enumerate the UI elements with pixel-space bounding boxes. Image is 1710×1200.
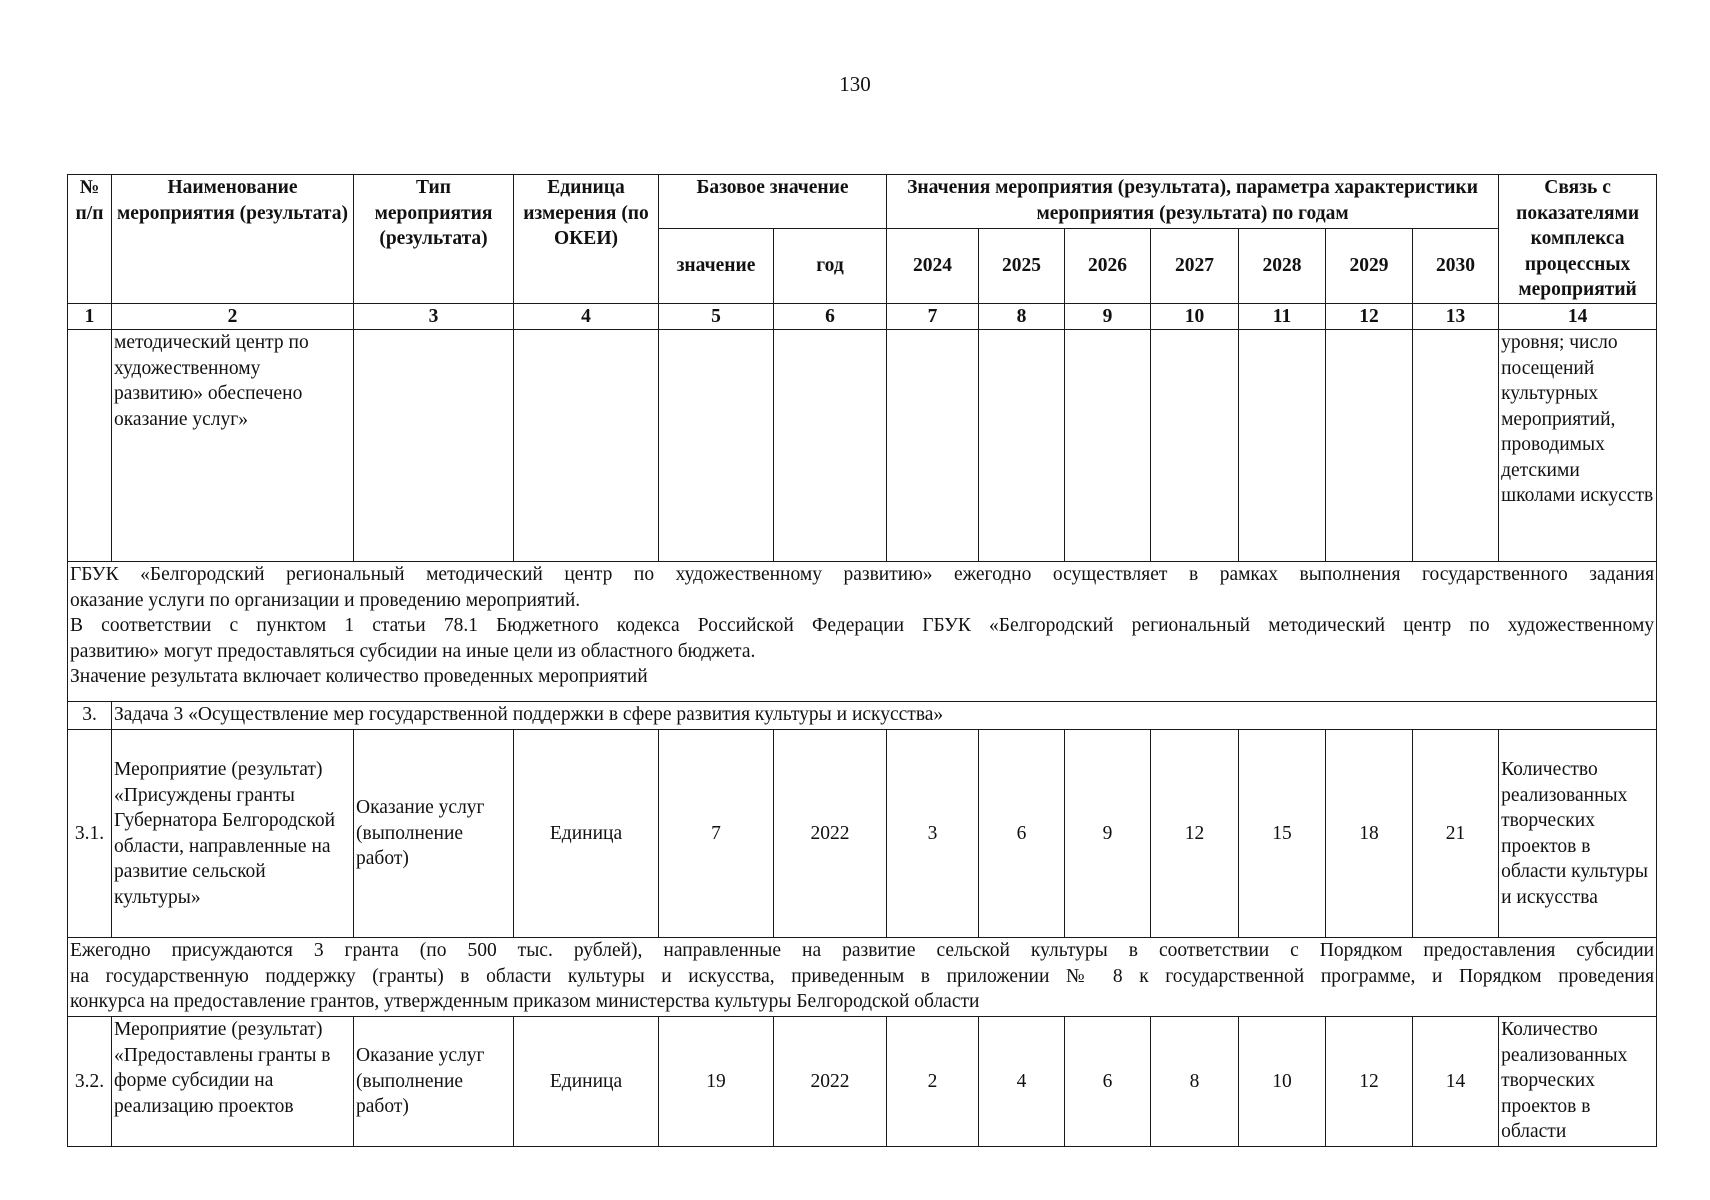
task-3-row <box>68 702 1657 730</box>
note-1-line: Значение результата включает количество проведенных мероприятий <box>70 666 648 687</box>
header-base-value: значение <box>659 228 774 303</box>
continued-link: уровня; число посещений культурных мероприятий, проводимых детскими школами искусств <box>1499 330 1657 562</box>
column-number: 12 <box>1326 303 1413 330</box>
note-1-line: ГБУК «Белгородский региональный методический центр по художественному развитию» ежегодно осуществляет в рамках выполнения государственного задания <box>70 564 1655 585</box>
note-2-line: на государственную поддержку (гранты) в области культуры и искусства, приведенным в приложении № 8 к государственной программе, и Порядком проведения <box>70 965 1655 987</box>
row-3-2-number: 3.2. <box>68 1017 112 1147</box>
column-number: 3 <box>354 303 514 330</box>
row-3-1-value-2026: 9 <box>1065 730 1151 938</box>
note-1-line: оказание услуги по организации и проведению мероприятий. <box>70 589 581 611</box>
header-unit: Единица измерения (по ОКЕИ) <box>514 175 659 304</box>
row-3-1-value-2027: 12 <box>1151 730 1239 938</box>
task-3-number: 3. <box>68 702 112 730</box>
header-year-2027: 2027 <box>1151 228 1239 303</box>
note-1 <box>68 562 1657 702</box>
row-3-1-link: Количество реализованных творческих проектов в области культуры и искусства <box>1499 730 1657 938</box>
column-number: 10 <box>1151 303 1239 330</box>
column-number: 8 <box>979 303 1065 330</box>
empty-cell <box>354 330 514 562</box>
header-row-1 <box>68 175 1657 229</box>
empty-cell <box>774 330 887 562</box>
column-number: 7 <box>887 303 979 330</box>
note-1-line: развитию» могут предоставляться субсидии на иные цели из областного бюджета. <box>70 640 756 662</box>
note-row-1 <box>68 562 1657 702</box>
row-3-2-value-2030: 14 <box>1413 1017 1499 1147</box>
column-number: 6 <box>774 303 887 330</box>
page-number: 130 <box>839 72 871 96</box>
row-3-1-base-year: 2022 <box>774 730 887 938</box>
empty-cell <box>1326 330 1413 562</box>
row-3-1-value-2028: 15 <box>1239 730 1326 938</box>
note-2-line: Ежегодно присуждаются 3 гранта (по 500 тыс. рублей), направленные на развитие сельской культуры в соответствии с Порядком предоставления субсидии <box>70 940 1655 961</box>
task-3-title: Задача 3 «Осуществление мер государственной поддержки в сфере развития культуры и искусства» <box>112 702 1657 730</box>
row-3-2-value-2029: 12 <box>1326 1017 1413 1147</box>
continued-name: методический центр по художественному развитию» обеспечено оказание услуг» <box>112 330 354 562</box>
header-year-2030: 2030 <box>1413 228 1499 303</box>
column-number: 14 <box>1499 303 1657 330</box>
column-number: 2 <box>112 303 354 330</box>
column-numbers-row <box>68 303 1657 330</box>
row-3-2-value-2027: 8 <box>1151 1017 1239 1147</box>
column-number: 9 <box>1065 303 1151 330</box>
row-3-2-link: Количество реализованных творческих проектов в области <box>1499 1017 1657 1147</box>
row-3-2-name: Мероприятие (результат) «Предоставлены гранты в форме субсидии на реализацию проектов <box>112 1017 354 1147</box>
empty-cell <box>659 330 774 562</box>
row-3-1-value-2029: 18 <box>1326 730 1413 938</box>
header-year-2028: 2028 <box>1239 228 1326 303</box>
row-3-1-type: Оказание услуг (выполнение работ) <box>354 730 514 938</box>
column-number: 13 <box>1413 303 1499 330</box>
row-3-2-type: Оказание услуг (выполнение работ) <box>354 1017 514 1147</box>
empty-cell <box>887 330 979 562</box>
row-3-1-number: 3.1. <box>68 730 112 938</box>
header-name: Наименование мероприятия (результата) <box>112 175 354 304</box>
row-3-1-base-value: 7 <box>659 730 774 938</box>
continued-number <box>68 330 112 562</box>
header-base-year: год <box>774 228 887 303</box>
header-number: № п/п <box>68 175 112 304</box>
row-3-2-value-2026: 6 <box>1065 1017 1151 1147</box>
row-3-1-unit: Единица <box>514 730 659 938</box>
column-number: 1 <box>68 303 112 330</box>
empty-cell <box>1413 330 1499 562</box>
empty-cell <box>514 330 659 562</box>
row-3-1-value-2024: 3 <box>887 730 979 938</box>
header-year-2025: 2025 <box>979 228 1065 303</box>
row-3-2-unit: Единица <box>514 1017 659 1147</box>
row-3-2 <box>68 1017 1657 1147</box>
header-link: Связь с показателями комплекса процессных мероприятий <box>1499 175 1657 304</box>
empty-cell <box>1065 330 1151 562</box>
column-number: 11 <box>1239 303 1326 330</box>
column-number: 4 <box>514 303 659 330</box>
note-2-line: конкурса на предоставление грантов, утвержденным приказом министерства культуры Белгородской области <box>70 991 980 1012</box>
row-3-1-value-2025: 6 <box>979 730 1065 938</box>
header-values-group: Значения мероприятия (результата), параметра характеристики мероприятия (результата) по годам <box>887 175 1499 229</box>
row-3-1 <box>68 730 1657 938</box>
empty-cell <box>979 330 1065 562</box>
continued-row <box>68 330 1657 562</box>
row-3-1-value-2030: 21 <box>1413 730 1499 938</box>
row-3-2-value-2024: 2 <box>887 1017 979 1147</box>
row-3-2-value-2025: 4 <box>979 1017 1065 1147</box>
header-year-2029: 2029 <box>1326 228 1413 303</box>
note-row-2 <box>68 938 1657 1017</box>
activities-table <box>67 174 1657 1147</box>
row-3-2-base-year: 2022 <box>774 1017 887 1147</box>
header-type: Тип мероприятия (результата) <box>354 175 514 304</box>
header-year-2024: 2024 <box>887 228 979 303</box>
row-3-2-value-2028: 10 <box>1239 1017 1326 1147</box>
column-number: 5 <box>659 303 774 330</box>
note-1-line: В соответствии с пунктом 1 статьи 78.1 Бюджетного кодекса Российской Федерации ГБУК «Белгородский региональный методический центр по художественному <box>70 615 1655 636</box>
row-3-2-base-value: 19 <box>659 1017 774 1147</box>
empty-cell <box>1239 330 1326 562</box>
header-year-2026: 2026 <box>1065 228 1151 303</box>
note-2 <box>68 938 1657 1017</box>
row-3-1-name: Мероприятие (результат) «Присуждены гранты Губернатора Белгородской области, направленные на развитие сельской культуры» <box>112 730 354 938</box>
header-base-group: Базовое значение <box>659 175 887 229</box>
empty-cell <box>1151 330 1239 562</box>
